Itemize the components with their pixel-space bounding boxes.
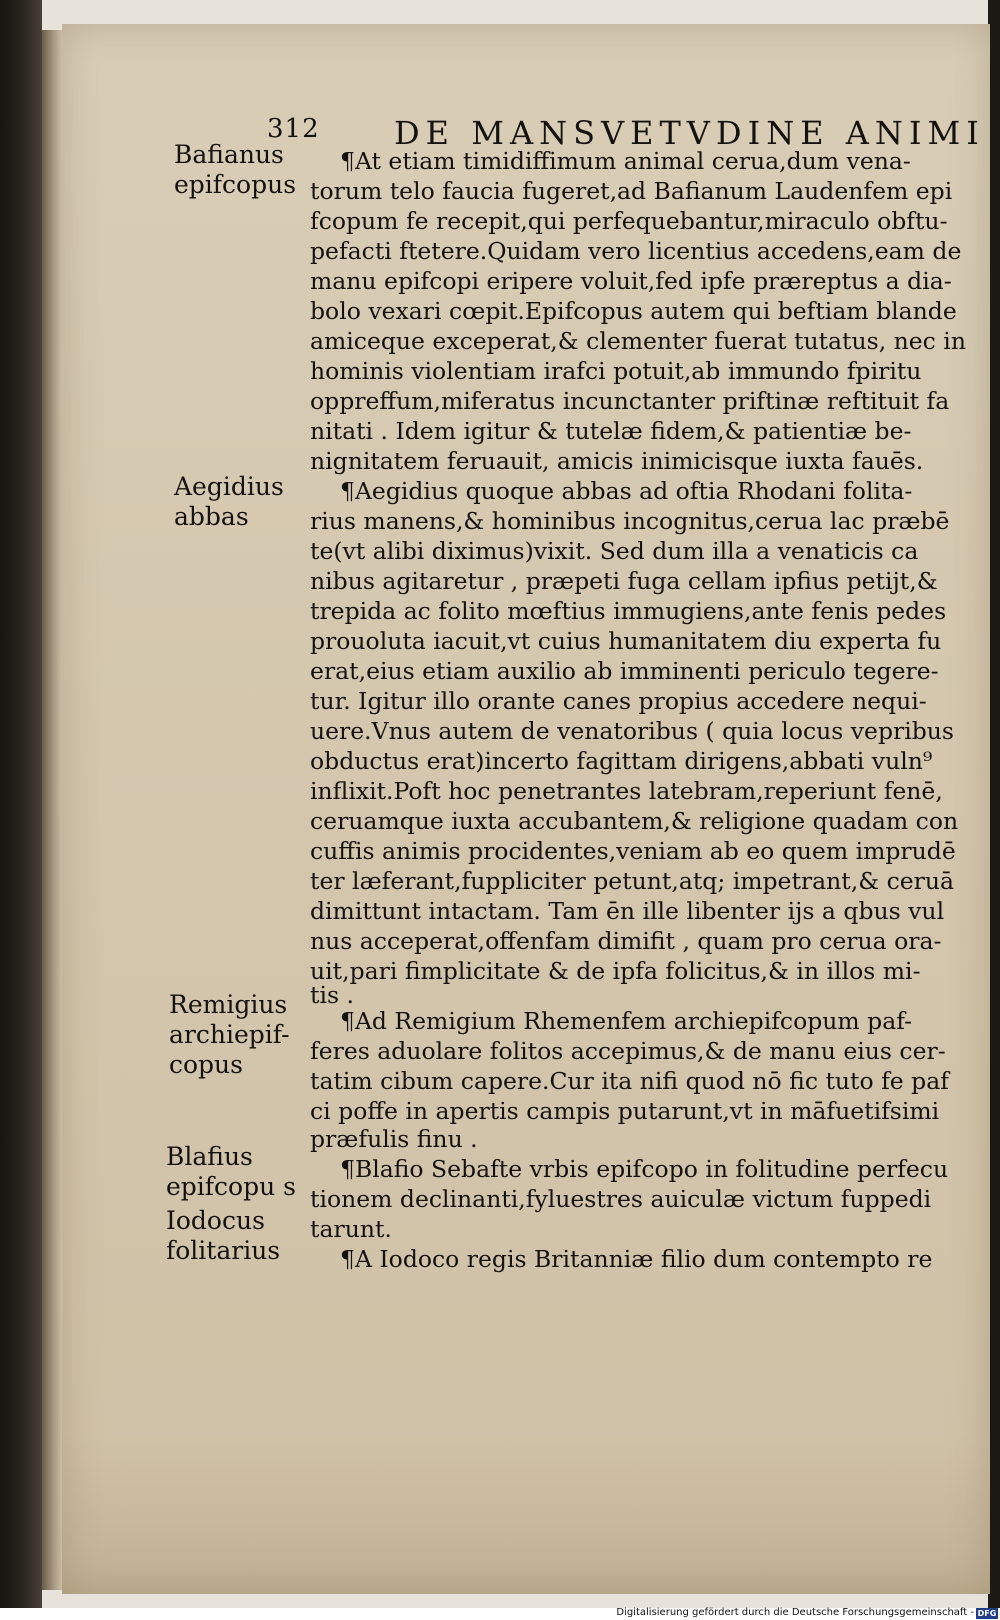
text-line: cuffis animis procidentes,veniam ab eo quem imprudē xyxy=(310,837,956,865)
text-line: tarunt. xyxy=(310,1215,392,1243)
text-line: ceruamque iuxta accubantem,& religione quadam con xyxy=(310,807,959,835)
text-line: obductus erat)incerto fagittam dirigens,abbati vuln⁹ xyxy=(310,747,933,775)
text-line: te(vt alibi diximus)vixit. Sed dum illa a venaticis ca xyxy=(310,537,919,565)
margin-note-line: folitarius xyxy=(166,1236,281,1265)
text-line: amiceque exceperat,& clementer fuerat tutatus, nec in xyxy=(310,327,966,355)
margin-note-line: copus xyxy=(169,1050,243,1079)
margin-note-line: Bafianus xyxy=(174,140,284,169)
text-line: ¶Blafio Sebafte vrbis epifcopo in folitudine perfecu xyxy=(340,1155,949,1183)
text-line: uere.Vnus autem de venatoribus ( quia locus vepribus xyxy=(310,717,954,745)
text-line: nibus agitaretur , præpeti fuga cellam ipfius petijt,& xyxy=(310,567,938,595)
text-line: præfulis finu . xyxy=(310,1125,478,1153)
text-line: prouoluta iacuit,vt cuius humanitatem diu experta fu xyxy=(310,627,942,655)
text-line: fcopum fe recepit,qui perfequebantur,miraculo obftu- xyxy=(310,207,948,235)
text-line: bolo vexari cœpit.Epifcopus autem qui beftiam blande xyxy=(310,297,957,325)
text-line: dimittunt intactam. Tam ēn ille libenter ijs a qbus vul xyxy=(310,897,945,925)
running-title: DE MANSVETVDINE ANIMI xyxy=(394,114,985,152)
text-line: ci poffe in apertis campis putarunt,vt in māfuetifsimi xyxy=(310,1097,940,1125)
margin-note-line: Iodocus xyxy=(166,1206,265,1235)
text-line: ¶Aegidius quoque abbas ad oftia Rhodani folita- xyxy=(340,477,913,505)
text-line: tur. Igitur illo orante canes propius accedere nequi- xyxy=(310,687,927,715)
text-line: hominis violentiam irafci potuit,ab immundo fpiritu xyxy=(310,357,922,385)
margin-note-line: Blafius xyxy=(166,1142,253,1171)
page-stain xyxy=(62,1434,990,1594)
text-line: trepida ac folito mœftius immugiens,ante fenis pedes xyxy=(310,597,947,625)
binding-shadow-left xyxy=(0,0,42,1608)
text-line: ter læferant,fuppliciter petunt,atq; impetrant,& ceruā xyxy=(310,867,955,895)
text-line: nus acceperat,offenfam dimifit , quam pro cerua ora- xyxy=(310,927,942,955)
text-line: torum telo faucia fugeret,ad Bafianum Laudenfem epi xyxy=(310,177,953,205)
text-line: oppreffum,miferatus incunctanter priftinæ reftituit fa xyxy=(310,387,950,415)
margin-note-line: Remigius xyxy=(169,990,288,1019)
margin-note-line: abbas xyxy=(174,502,249,531)
page-number: 312 xyxy=(267,114,320,144)
margin-note-line: archiepif- xyxy=(169,1020,290,1049)
text-line: manu epifcopi eripere voluit,fed ipfe præreptus a dia- xyxy=(310,267,952,295)
text-line: inflixit.Poft hoc penetrantes latebram,reperiunt fenē, xyxy=(310,777,943,805)
footer-credit: Digitalisierung gefördert durch die Deutsche Forschungsgemeinschaft - xyxy=(616,1607,974,1618)
page-edge-left xyxy=(42,30,62,1590)
text-line: erat,eius etiam auxilio ab imminenti periculo tegere- xyxy=(310,657,939,685)
text-line: tis . xyxy=(310,981,354,1009)
text-line: ¶A Iodoco regis Britanniæ filio dum contempto re xyxy=(340,1245,933,1273)
text-line: uit,pari fimplicitate & de ipfa folicitus,& in illos mi- xyxy=(310,957,921,985)
footer-bar xyxy=(0,1608,1000,1620)
margin-note-line: epifcopu s xyxy=(166,1172,296,1201)
text-line: tionem declinanti,fyluestres auiculæ victum fuppedi xyxy=(310,1185,932,1213)
text-line: pefacti ftetere.Quidam vero licentius accedens,eam de xyxy=(310,237,962,265)
text-line: nitati . Idem igitur & tutelæ fidem,& patientiæ be- xyxy=(310,417,912,445)
margin-note-line: Aegidius xyxy=(174,472,284,501)
text-line: ¶At etiam timidiffimum animal cerua,dum vena- xyxy=(340,147,911,175)
text-line: ¶Ad Remigium Rhemenfem archiepifcopum paf- xyxy=(340,1007,913,1035)
dfg-logo-icon: DFG xyxy=(977,1609,997,1618)
text-line: feres aduolare folitos accepimus,& de manu eius cer- xyxy=(310,1037,946,1065)
margin-note-line: epifcopus xyxy=(174,170,297,199)
text-line: nignitatem feruauit, amicis inimicisque iuxta fauēs. xyxy=(310,447,924,475)
text-line: rius manens,& hominibus incognitus,cerua lac præbē xyxy=(310,507,950,535)
book-page xyxy=(62,24,990,1594)
text-line: tatim cibum capere.Cur ita nifi quod nō fic tuto fe paf xyxy=(310,1067,949,1095)
